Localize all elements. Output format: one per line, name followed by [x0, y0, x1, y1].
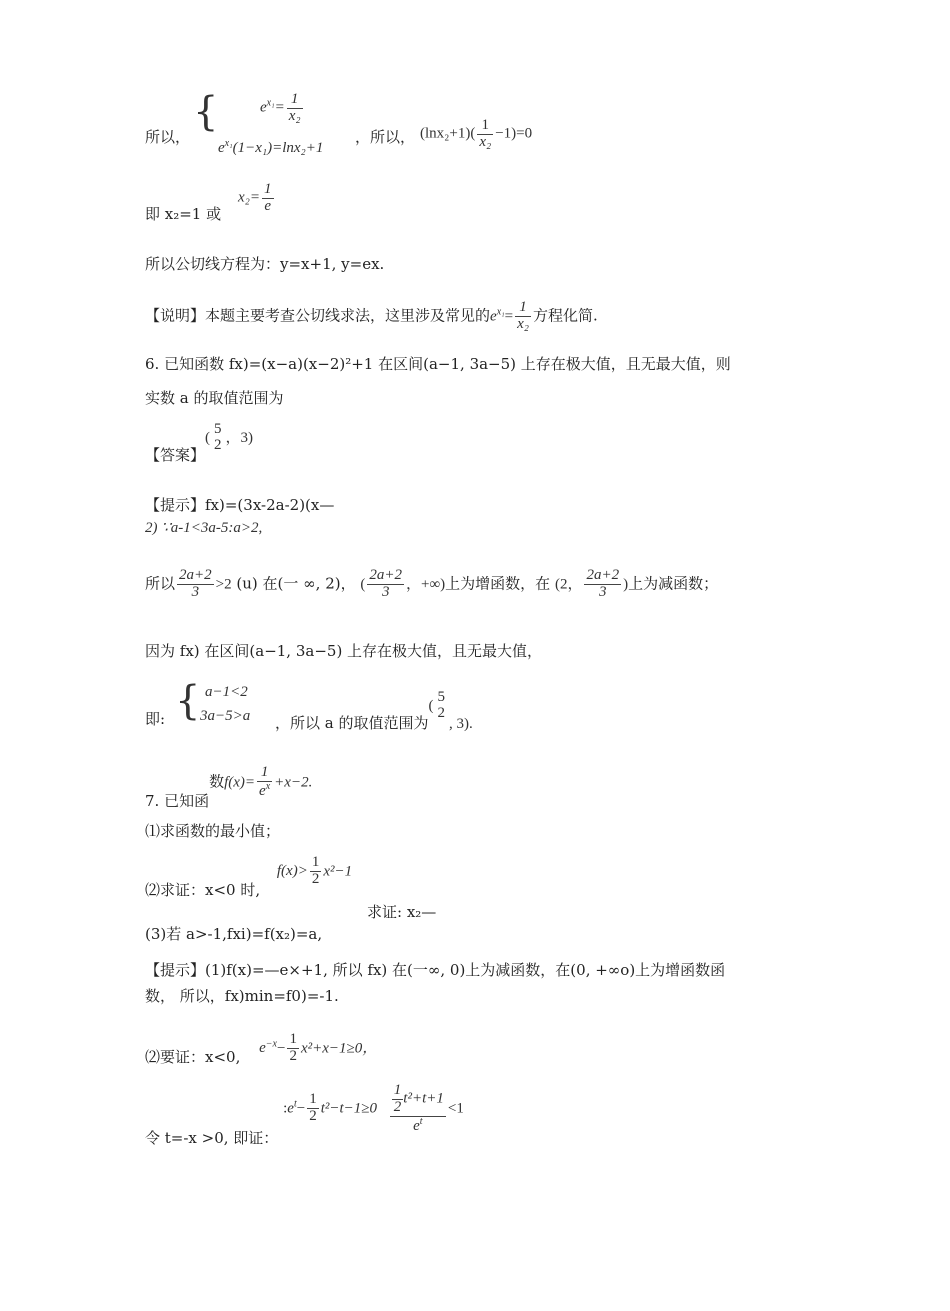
system-1-row-1: $e^{x_1}=$ $\frac{1}{\text{x₂}}$ [260, 91, 301, 124]
line-2-prefix: 即 x₂=1 或 [145, 205, 222, 223]
hint-7-line-2: 数， 所以，fx)min=f0)=-1. [145, 987, 339, 1005]
hint-6-line-1: 【提示】fx)=(3x-2a-2)(x— [145, 496, 335, 514]
hint-6c: 因为 fx) 在区间(a−1, 3a−5) 上存在极大值，且无最大值， [145, 642, 543, 660]
hint-7-part-2: ⑵要证：x<0, $e^{-x}-$ $\frac{1}{2}$ x²+x−1≥0， [145, 1031, 378, 1067]
hint-6b: 所以 $\frac{2a+2}{3}$ >2 (u) 在(一 ∞, 2)， ( $\frac{2a+2}{3}$ ，+∞)上为增函数，在 (2， $\frac{2a+2}{3}$ )上为减函数； [145, 567, 719, 600]
system-1-row-2: $e^{x_1}(1-x_1)=\ln x_2+1$ [218, 138, 324, 156]
q7-part-1: ⑴求函数的最小值； [145, 822, 281, 840]
line-1-expression: (lnx₂+1)( $\frac{1}{\text{x₂}}$ −1)=0 [420, 117, 533, 150]
line-4-explanation: 【说明】本题主要考查公切线求法，这里涉及常见的$e^{x_1}=$ $\frac{1}{\text{x₂}}$ 方程化简. [145, 299, 598, 332]
line-1-prefix: 所以， [145, 128, 191, 146]
q7-part-2: ⑵求证：x<0 时, f(x)> $\frac{1}{2}$ x²−1 [145, 854, 353, 900]
hint-7-line-1: 【提示】(1)f(x)=—e×+1, 所以 fx) 在(一∞, 0)上为减函数，在(0, +∞o)上为增函数函 [145, 961, 726, 979]
hint-6d-prefix: 即: [145, 710, 166, 728]
hint-6d-result: ，所以 a 的取值范围为( 5 2 , 3). [275, 689, 473, 732]
system-2-row-1: a−1<2 [205, 684, 248, 700]
hint-7-substitution: 令 t=-x >0, 即证： $:e^t-$ $\frac{1}{2}$ t²−t−1≥0 $\frac{1}{2}$ t²+t+1 $e^t$ <1 [145, 1082, 464, 1147]
q7: 7. 已知函数f(x)= $\frac{1}{e^x}$ +x−2. [145, 764, 313, 811]
brace-system-2: { [175, 678, 201, 724]
q6-line-1: 6. 已知函数 fx)=(x−a)(x−2)²+1 在区间(a−1, 3a−5) 上存在极大值，且无最大值，则 [145, 355, 731, 373]
q7-part-3-cut: 求证: x₂— [367, 903, 437, 921]
brace-system-1: { [193, 89, 219, 135]
q6-line-2: 实数 a 的取值范围为 [145, 389, 284, 407]
answer-6: 【答案】( 5 2 ，3) [145, 421, 254, 464]
system-2-row-2: 3a−5>a [200, 708, 251, 724]
line-1-mid: ，所以， [355, 128, 416, 146]
line-3-text: 所以公切线方程为：y=x+1, y=ex. [145, 255, 385, 273]
q7-part-3: (3)若 a>-1,fxi)=f(x₂)=a, [145, 925, 323, 943]
line-2-expression: x₂= $\frac{1}{e}$ [238, 181, 272, 214]
hint-6-line-2: 2) ∵a-1<3a-5:a>2, [145, 520, 263, 536]
